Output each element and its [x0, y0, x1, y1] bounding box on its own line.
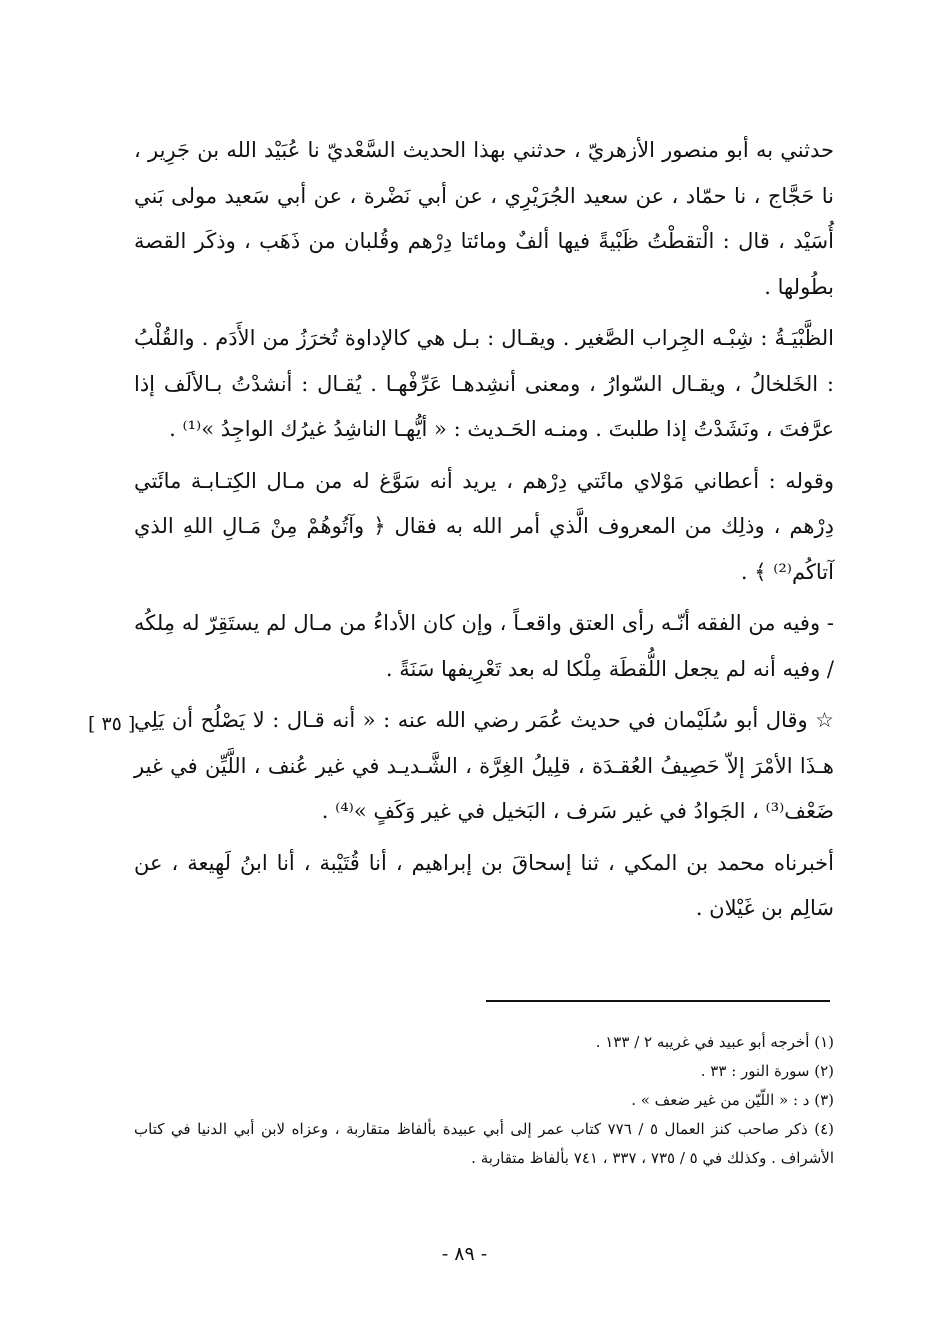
page-number: - ٨٩ - [441, 1243, 488, 1265]
footnote-divider [486, 1000, 830, 1002]
footnote-3: (٣) د : « اللّيّن من غير ضعف » . [631, 1091, 834, 1109]
paragraph-4: - وفيه من الفقه أنّـه رأى العتق واقعـاً ، وإن كان الأداءُ من مـال لم يستَقِرّ له مِلكُه / وفيه أنه لم يجعل اللُّقطَة مِلْكا له بعد تَعْرِيفها سَنَةً . [134, 611, 834, 681]
paragraph-1: حدثني به أبو منصور الأزهريّ ، حدثني بهذا الحديث السَّعْديّ نا عُبَيْد الله بن جَرِير ، نا حَجَّاج ، نا حمّاد ، عن سعيد الجُرَيْرِي ، عن أبي نَضْرة ، عن أبي سَعيد مولى بَني أُسَيْد ، قال : الْتقطْتُ ظَبْيةً فيها ألفٌ ومائتا دِرْهم وقُلبان من ذَهَب ، وذكَر القصة بطُولها . [134, 138, 834, 299]
paragraph-6: أخبرناه محمد بن المكي ، ثنا إسحاقَ بن إبراهيم ، أنا قُتَيْبة ، أنا ابنُ لَهِيعة ، عن سَالِم بن غَيْلان . [134, 850, 834, 920]
footnotes [134, 1028, 834, 1173]
main-text [134, 128, 834, 932]
paragraph-3: وقوله : أعطاني مَوْلاي مائَتي دِرْهم ، يريد أنه سَوَّغ له من مـال الكِتـابـة مائَتي دِرْهم ، وذلِك من المعروف الَّذي أمر الله به فقال ﴿ وآتُوهُمْ مِنْ مَـالِ اللهِ الذي آتاكُم⁽²⁾ ﴾ . [134, 468, 834, 584]
paragraph-2: الظَّبْيَـةُ : شِبْـه الجِراب الصَّغير . ويقـال : بـل هي كالإداوة تُخرَزُ من الأَدَم . والقُلْبُ : الخَلخالُ ، ويقـال السّوارُ ، ومعنى أنشِدهـا عَرِّفْهـا . يُقـال : أنشدْتُ بـالألَف إذا عرَّفتَ ، ونَشَدْتُ إذا طلبتَ . ومنـه الحَـديث : « أيُّهـا الناشِدُ غيرُك الواجِدُ »⁽¹⁾ . [134, 326, 834, 441]
footnote-1: (١) أخرجه أبو عبيد في غريبه ٢ / ١٣٣ . [595, 1033, 834, 1051]
paragraph-5: ☆ وقال أبو سُلَيْمان في حديث عُمَر رضي الله عنه : « أنه قـال : لا يَصْلُح أن يَلِي هـذَا الأمْرَ إلاّ حَصِيفُ العُقـدَة ، قلِيلُ الغِرَّة ، الشَّـديـد في غير عُنف ، اللَّيِّن في غير ضَعْف⁽³⁾ ، الجَوادُ في غير سَرف ، البَخيل في غير وَكَفٍ »⁽⁴⁾ . [134, 708, 834, 823]
footnote-4: (٤) ذكر صاحب كنز العمال ٥ / ٧٧٦ كتاب عمر إلى أبي عبيدة بألفاظ متقاربة ، وعزاه لابن أبي الدنيا في كتاب الأشراف . وكذلك في ٥ / ٧٣٥ ، ٣٣٧ ، ٧٤١ بألفاظ متقاربة . [134, 1120, 834, 1167]
footnote-2: (٢) سورة النور : ٣٣ . [700, 1062, 834, 1080]
manuscript-page-marker: [ ٣٥ ] [88, 713, 136, 735]
